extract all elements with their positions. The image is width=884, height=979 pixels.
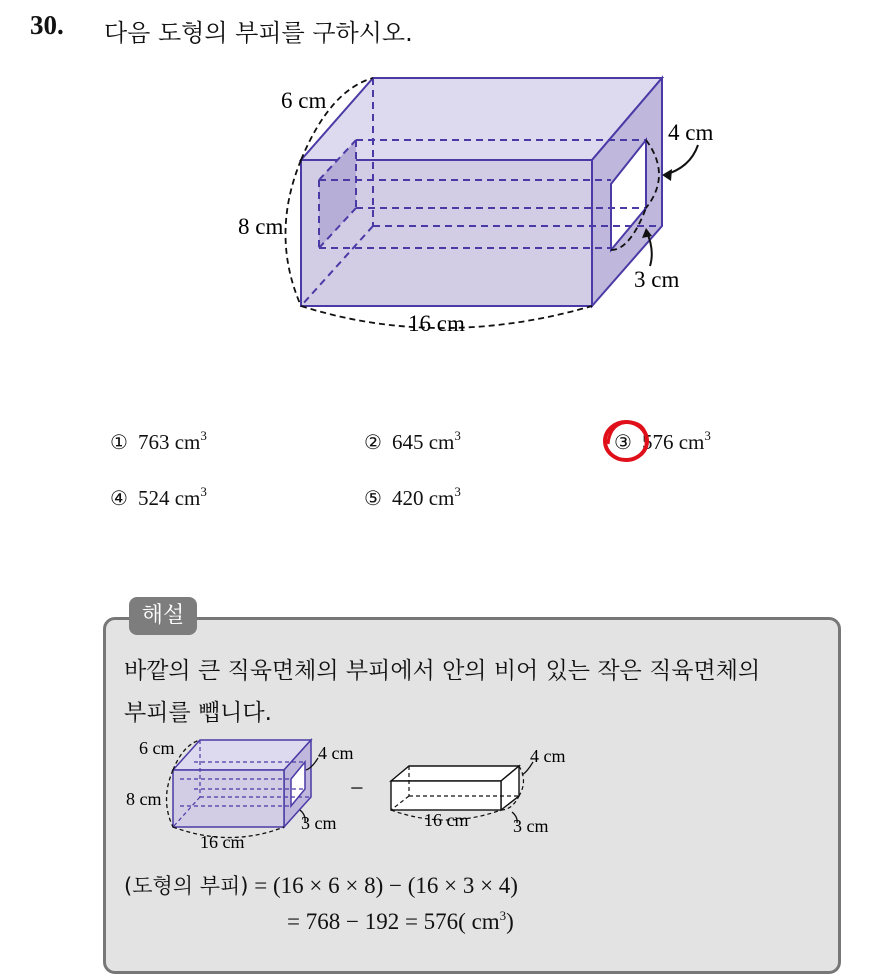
equation-line-2 xyxy=(287,908,514,935)
small-solid-with-hole xyxy=(167,740,319,838)
equation-lhs: (도형의 부피) xyxy=(124,874,249,898)
option-2-exp: 3 xyxy=(454,428,461,443)
label-hole-width: 3 cm xyxy=(634,267,680,292)
inner-label-hole-height: 4 cm xyxy=(530,746,566,766)
small-label-length: 16 cm xyxy=(200,832,245,852)
equation-close: ) xyxy=(506,909,514,934)
option-5-mark: ⑤ xyxy=(364,486,382,510)
equation-rhs-2: = 768 − 192 = 576( cm xyxy=(287,909,500,934)
question-text: 다음 도형의 부피를 구하시오. xyxy=(104,19,413,47)
option-3-value: 576 cm xyxy=(641,430,705,454)
label-height: 8 cm xyxy=(238,214,284,239)
equation-rhs-1: = (16 × 6 × 8) − (16 × 3 × 4) xyxy=(248,873,518,898)
small-label-depth: 6 cm xyxy=(139,738,175,758)
explanation-line-2: 부피를 뺍니다. xyxy=(124,700,272,726)
option-1-value: 763 cm xyxy=(137,430,201,454)
option-2-value: 645 cm xyxy=(391,430,455,454)
inner-label-length: 16 cm xyxy=(424,810,469,830)
explanation-line-1: 바깥의 큰 직육면체의 부피에서 안의 비어 있는 작은 직육면체의 xyxy=(124,658,761,684)
option-1-mark: ① xyxy=(110,430,128,454)
equation-exp: 3 xyxy=(499,908,507,923)
label-depth: 6 cm xyxy=(281,88,327,113)
small-label-hole-height: 4 cm xyxy=(318,743,354,763)
option-4-exp: 3 xyxy=(200,484,207,499)
option-4-mark: ④ xyxy=(110,486,128,510)
label-length: 16 cm xyxy=(408,311,465,336)
minus-sign: − xyxy=(350,776,364,802)
option-1-exp: 3 xyxy=(200,428,207,443)
option-3-mark: ③ xyxy=(614,430,632,454)
inner-label-hole-width: 3 cm xyxy=(513,816,549,836)
option-5-exp: 3 xyxy=(454,484,461,499)
equation-line-1 xyxy=(124,870,518,900)
option-2-mark: ② xyxy=(364,430,382,454)
option-5-value: 420 cm xyxy=(391,486,455,510)
question-number: 30. xyxy=(30,10,64,40)
option-4-value: 524 cm xyxy=(137,486,201,510)
explanation-tag: 해설 xyxy=(129,597,197,635)
small-label-height: 8 cm xyxy=(126,789,162,809)
label-hole-height: 4 cm xyxy=(668,120,714,145)
small-label-hole-width: 3 cm xyxy=(301,813,337,833)
option-3-exp: 3 xyxy=(704,428,711,443)
